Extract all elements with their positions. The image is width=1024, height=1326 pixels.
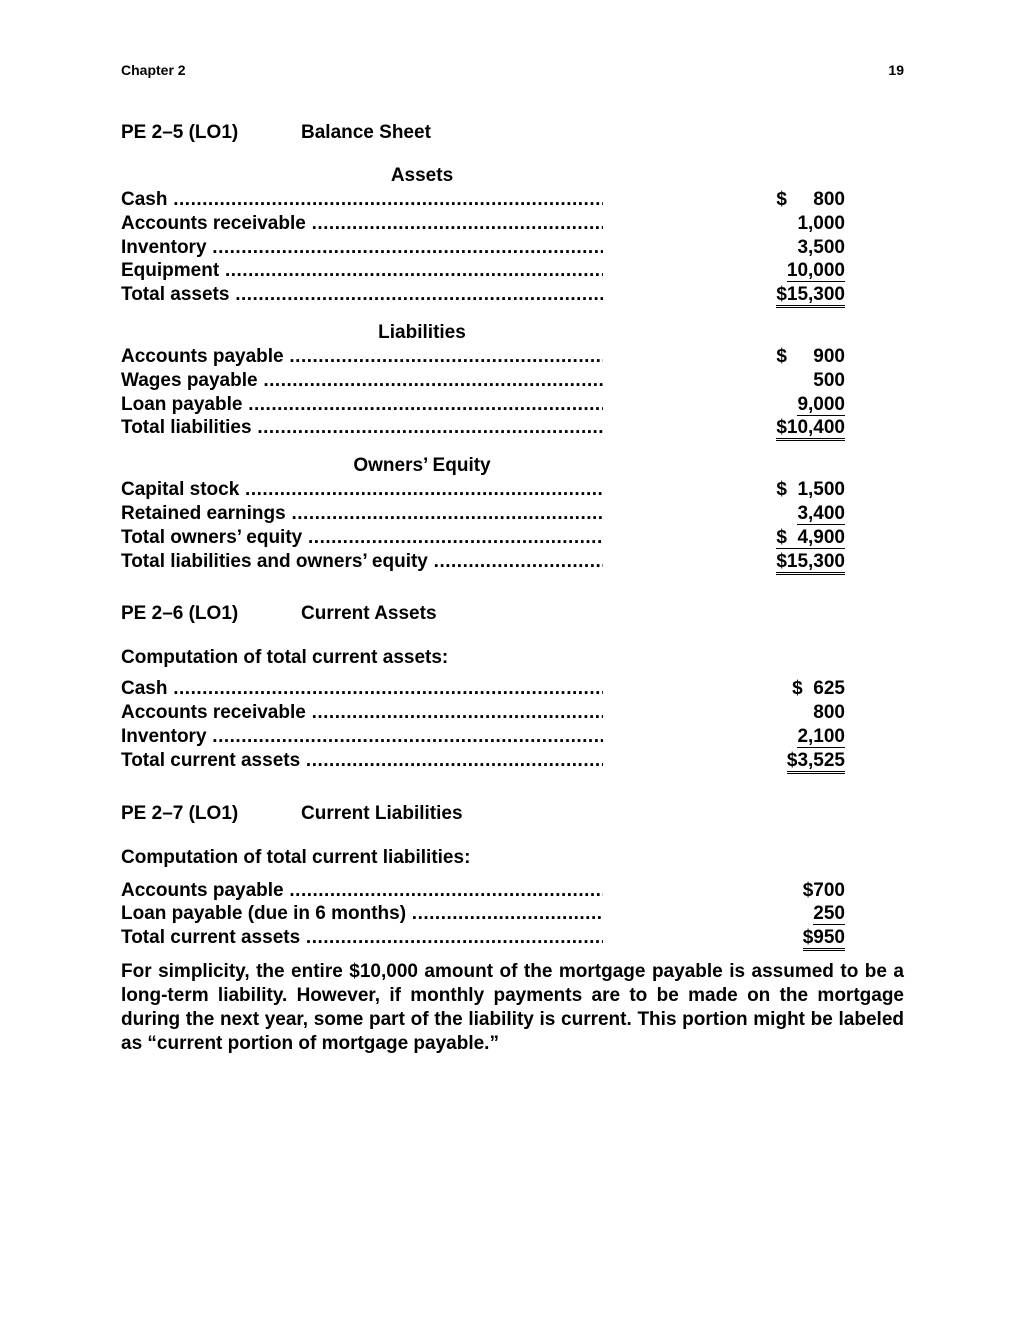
table-row: [121, 416, 904, 440]
equity-heading: Owners’ Equity: [353, 455, 491, 477]
row-amount: 9,000: [797, 393, 845, 415]
chapter-header: Chapter 2: [121, 62, 186, 78]
row-amount: $950: [803, 927, 845, 951]
row-amount: 3,500: [797, 236, 845, 258]
row-label: Total owners’ equity .....: [121, 526, 603, 550]
table-row: [121, 550, 904, 574]
row-label: Accounts receivable .....: [121, 212, 603, 236]
row-amount: 800: [813, 702, 845, 724]
table-row: [121, 879, 904, 903]
liabilities-heading: Liabilities: [378, 321, 466, 343]
pe26-title: [121, 601, 904, 627]
pe27-title: [121, 801, 904, 827]
row-label: Retained earnings .....: [121, 502, 603, 526]
table-row: [121, 236, 904, 260]
pe26-code: PE 2–6 (LO1): [121, 603, 239, 625]
row-amount: 250: [813, 903, 845, 925]
pe25-title: [121, 120, 904, 146]
row-amount: $10,400: [776, 417, 845, 441]
row-label: Inventory .....: [121, 725, 603, 749]
table-row: [121, 212, 904, 236]
table-row: [121, 701, 904, 725]
table-row: [121, 369, 904, 393]
row-label: Wages payable .....: [121, 369, 603, 393]
table-row: [121, 749, 904, 773]
row-label: Accounts payable .....: [121, 345, 603, 369]
row-amount: $15,300: [776, 284, 845, 308]
row-amount: 2,100: [797, 725, 845, 747]
row-label: Accounts payable .....: [121, 879, 603, 903]
table-row: [121, 725, 904, 749]
row-label: Total liabilities and owners’ equity .....: [121, 550, 603, 574]
row-label: Cash .....: [121, 677, 603, 701]
row-amount: 10,000: [786, 260, 845, 282]
row-amount: $ 4,900: [776, 526, 845, 548]
row-label: Total current assets .....: [121, 926, 603, 950]
row-amount: $700: [802, 879, 845, 901]
row-amount: $3,525: [787, 750, 845, 774]
table-row: [121, 902, 904, 926]
table-row: [121, 259, 904, 283]
pe26-subheading: Computation of total current assets:: [121, 647, 449, 669]
row-label: Total liabilities .....: [121, 416, 603, 440]
row-label: Total assets .....: [121, 283, 603, 307]
pe27-heading: Current Liabilities: [301, 802, 463, 824]
row-label: Equipment .....: [121, 259, 603, 283]
row-amount: $ 1,500: [776, 479, 845, 501]
table-row: [121, 188, 904, 212]
table-row: [121, 502, 904, 526]
table-row: [121, 677, 904, 701]
row-label: Inventory .....: [121, 236, 603, 260]
row-amount: 1,000: [797, 212, 845, 234]
table-row: [121, 283, 904, 307]
row-label: Cash .....: [121, 188, 603, 212]
pe25-code: PE 2–5 (LO1): [121, 122, 239, 143]
row-label: Capital stock .....: [121, 478, 603, 502]
row-amount: $15,300: [776, 551, 845, 575]
row-amount: 500: [813, 369, 845, 391]
row-amount: $ 625: [792, 678, 845, 700]
table-row: [121, 526, 904, 550]
table-row: [121, 345, 904, 369]
page-number: 19: [888, 62, 904, 78]
table-row: [121, 926, 904, 950]
row-amount: 3,400: [797, 502, 845, 524]
row-label: Loan payable .....: [121, 393, 603, 417]
pe26-heading: Current Assets: [301, 603, 437, 625]
table-row: [121, 393, 904, 417]
row-label: Total current assets .....: [121, 749, 603, 773]
row-label: Loan payable (due in 6 months) .....: [121, 902, 603, 926]
row-label: Accounts receivable .....: [121, 701, 603, 725]
page-content: [121, 120, 904, 1056]
pe25-heading: Balance Sheet: [301, 122, 431, 143]
row-amount: $ 800: [776, 189, 845, 210]
table-row: [121, 478, 904, 502]
pe27-code: PE 2–7 (LO1): [121, 802, 239, 824]
pe27-subheading: Computation of total current liabilities:: [121, 846, 471, 868]
assets-heading: Assets: [390, 165, 454, 186]
note-paragraph: For simplicity, the entire $10,000 amount of the mortgage payable is assumed to be a long-term liability. However, if monthly payments are to be made on the mortgage during the next year, some part of the liability is current. This portion might be labeled as “current portion of mortgage payable.”: [121, 960, 904, 1054]
row-amount: $ 900: [776, 345, 845, 367]
